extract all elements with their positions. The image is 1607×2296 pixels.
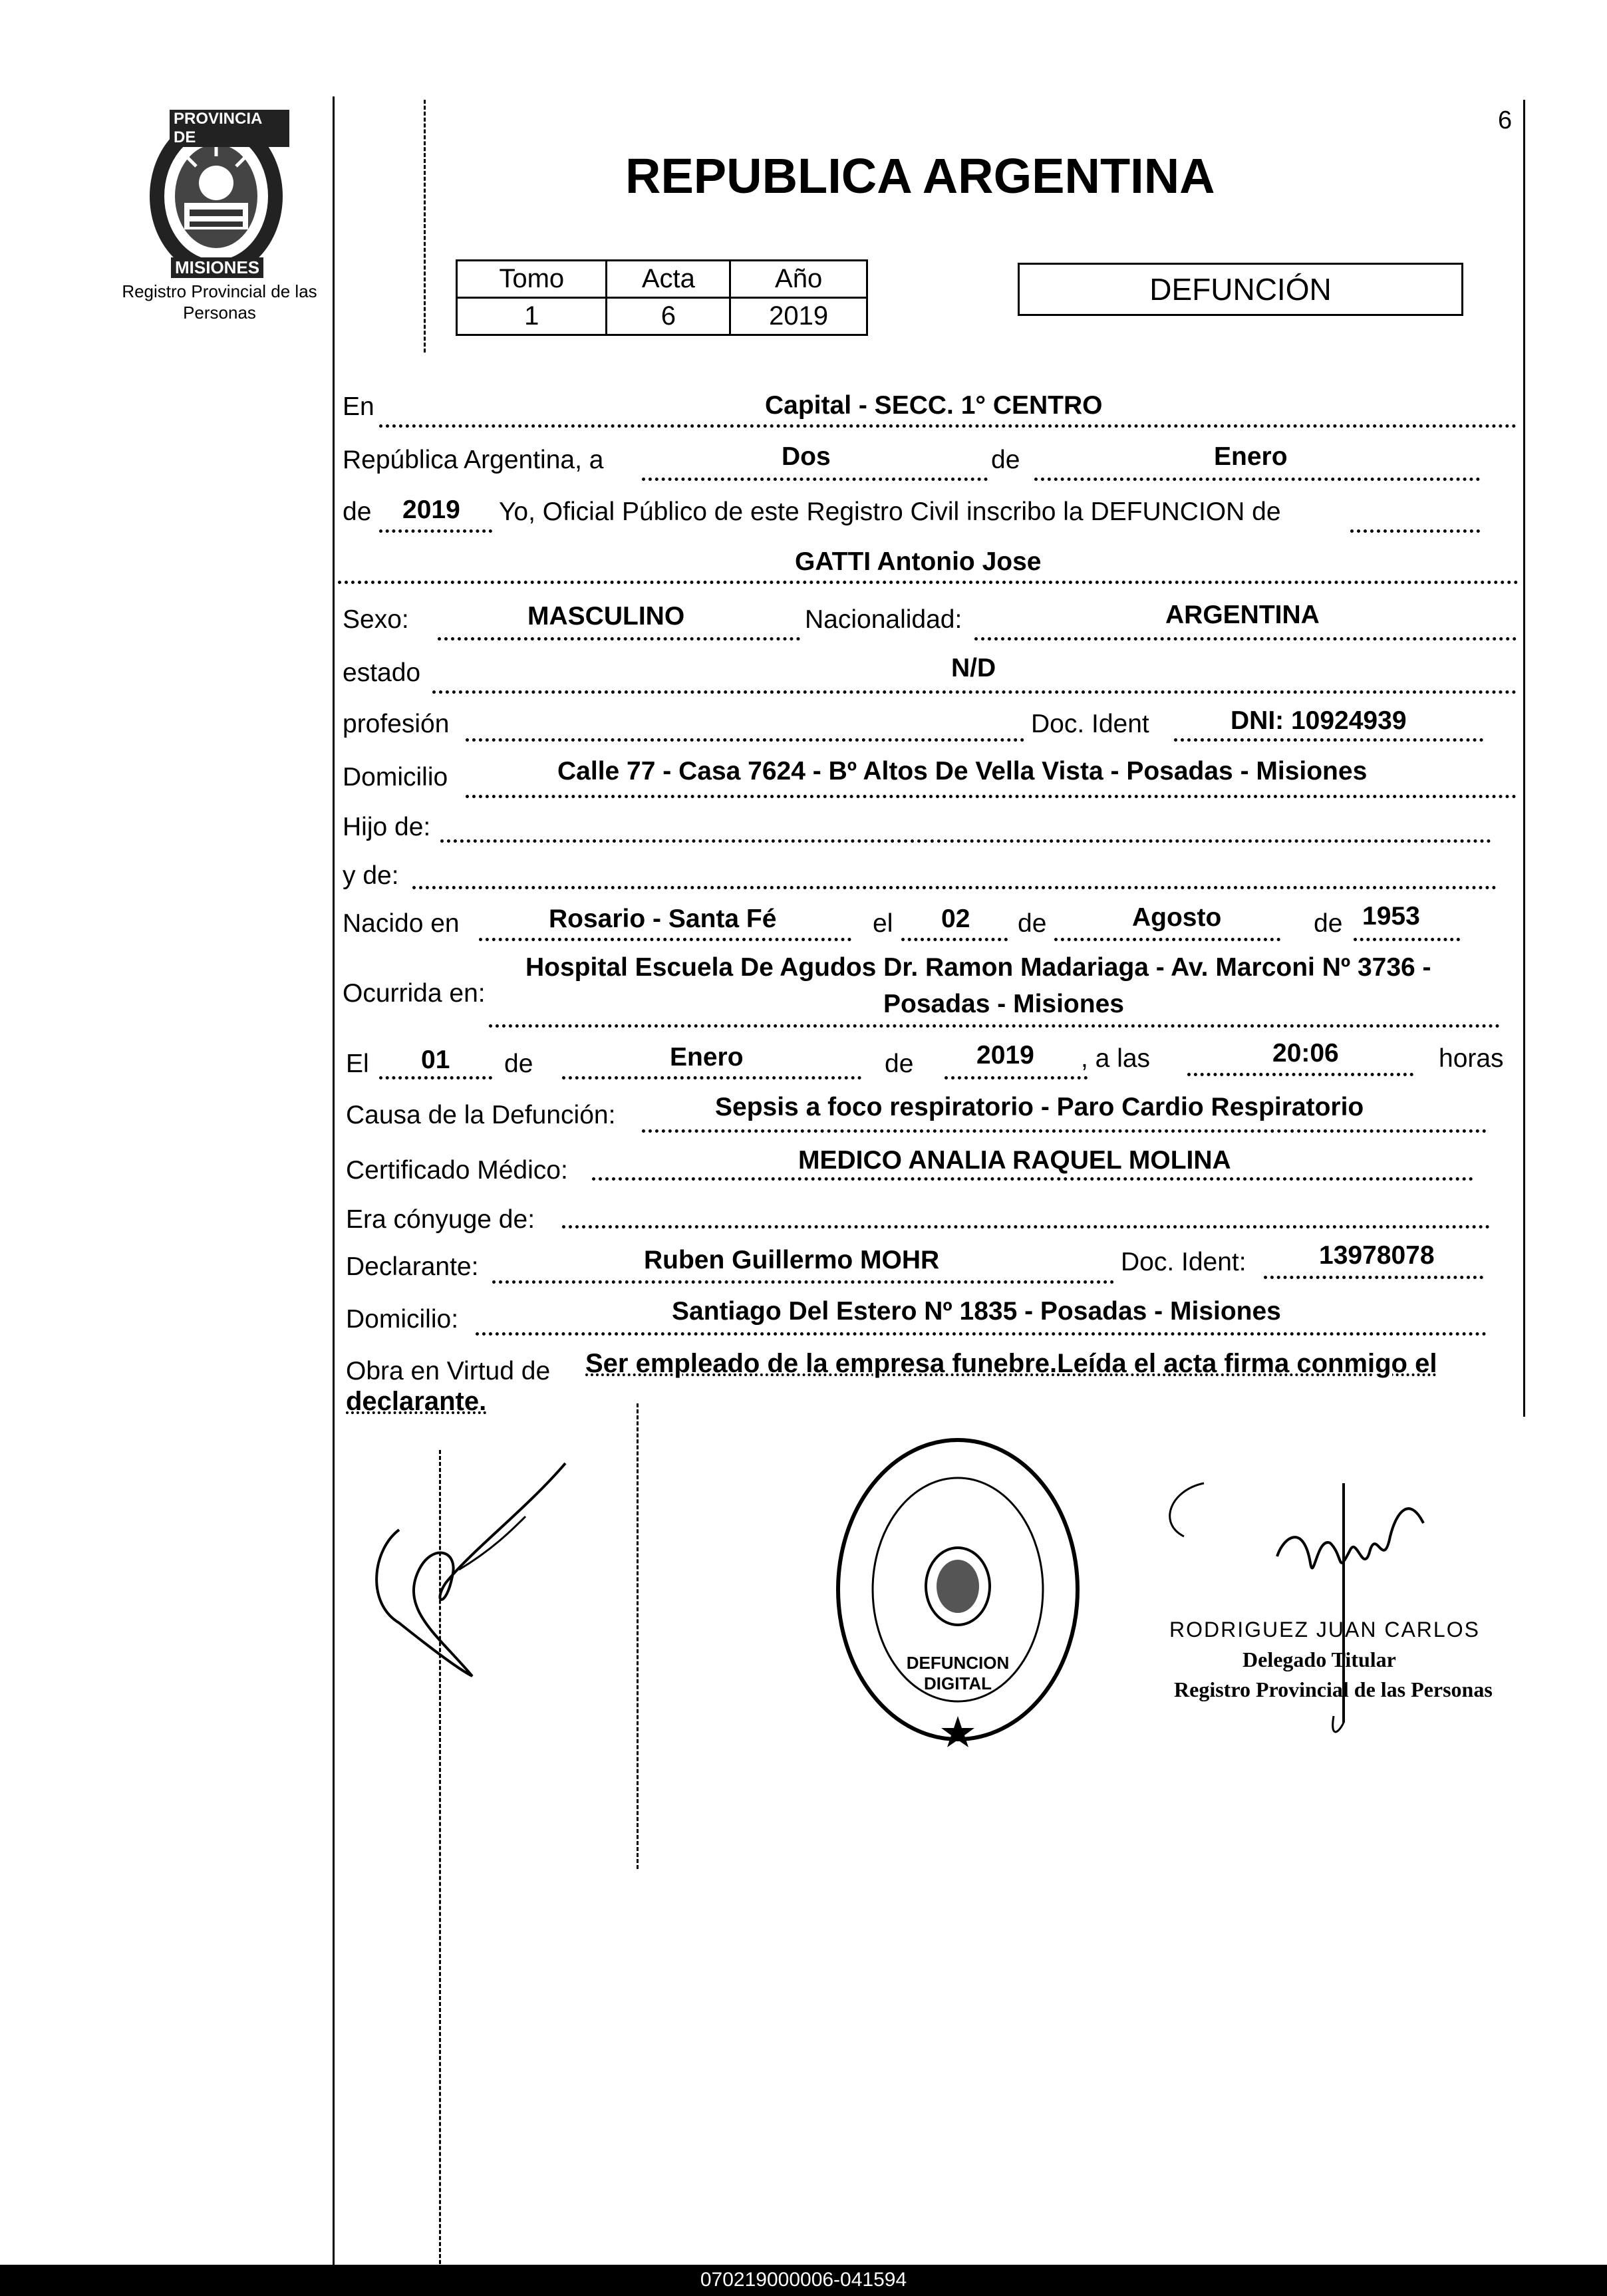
decl-doc-value: 13978078 [1319, 1241, 1435, 1270]
causa-label: Causa de la Defunción: [346, 1101, 616, 1129]
y-de-line [412, 886, 1497, 889]
hijo-label: Hijo de: [343, 813, 431, 841]
deceased-name: GATTI Antonio Jose [795, 547, 1042, 576]
nacionalidad-value: ARGENTINA [1165, 601, 1320, 629]
doc-ident-value: DNI: 10924939 [1231, 706, 1407, 735]
declarant-signature [359, 1450, 599, 1689]
estado-value: N/D [951, 654, 996, 682]
nacido-dia: 02 [941, 905, 970, 933]
de-label-1: de [991, 446, 1020, 474]
org-name: Registro Provincial de las Personas [122, 281, 317, 323]
decl-domicilio-label: Domicilio: [346, 1305, 459, 1334]
table-header-anio: Año [730, 261, 867, 298]
fallec-mes-line [562, 1076, 861, 1079]
nacido-de-2: de [1314, 909, 1343, 938]
nacido-mes: Agosto [1132, 903, 1222, 932]
official-stamp [825, 1430, 1091, 1749]
right-margin-line [1523, 100, 1525, 1417]
barcode-text: 070219000006-041594 [700, 2269, 907, 2291]
certificado-label: Certificado Médico: [346, 1156, 568, 1185]
left-margin-line [333, 96, 335, 2281]
doc-ident-line [1174, 738, 1483, 742]
en-value: Capital - SECC. 1° CENTRO [765, 391, 1103, 420]
day-value: Dos [782, 442, 831, 471]
nacido-el-label: el [873, 909, 893, 938]
nacido-anio-line [1354, 938, 1460, 941]
conyuge-line [562, 1225, 1490, 1228]
profesion-label: profesión [343, 710, 450, 738]
year-prefix: de [343, 498, 372, 526]
logo-text-bottom: MISIONES [171, 257, 263, 278]
causa-value: Sepsis a foco respiratorio - Paro Cardio Respiratorio [715, 1093, 1364, 1121]
causa-line [642, 1129, 1487, 1133]
obra-value-line-1: Ser empleado de la empresa funebre.Leída el acta firma conmigo el [585, 1349, 1437, 1378]
en-line [379, 424, 1517, 428]
profesion-line [466, 738, 1024, 742]
sexo-value: MASCULINO [527, 602, 685, 631]
nacionalidad-label: Nacionalidad: [805, 605, 962, 634]
document-type-label: DEFUNCIÓN [1149, 272, 1332, 307]
fallec-hora-line [1187, 1073, 1413, 1076]
officer-name: RODRIGUEZ JUAN CARLOS [1169, 1618, 1480, 1642]
decl-doc-line [1264, 1276, 1483, 1279]
obra-label: Obra en Virtud de [346, 1357, 551, 1385]
conyuge-label: Era cónyuge de: [346, 1205, 535, 1234]
doc-ident-label: Doc. Ident [1031, 710, 1149, 738]
officer-role: Delegado Titular [1242, 1648, 1396, 1671]
page-title: REPUBLICA ARGENTINA [625, 148, 1215, 204]
decl-domicilio-line [476, 1332, 1487, 1336]
statement-text: Yo, Oficial Público de este Registro Civil inscribo la DEFUNCION de [499, 498, 1281, 526]
ocurrida-label: Ocurrida en: [343, 979, 486, 1008]
nacionalidad-line [974, 637, 1517, 641]
fallec-anio: 2019 [976, 1041, 1034, 1070]
fallec-dia-line [379, 1076, 492, 1079]
year-value: 2019 [402, 496, 460, 524]
month-value: Enero [1214, 442, 1288, 471]
page-number: 6 [1498, 106, 1513, 134]
estado-line [432, 690, 1517, 694]
fallec-dia: 01 [421, 1046, 450, 1074]
domicilio-label: Domicilio [343, 763, 448, 791]
sexo-label: Sexo: [343, 605, 409, 634]
table-cell-tomo: 1 [457, 298, 607, 335]
table-header-acta: Acta [607, 261, 730, 298]
document-type-box [1018, 263, 1463, 316]
statement-tail-line [1350, 529, 1480, 533]
coat-of-arms-logo [143, 110, 289, 283]
domicilio-line [466, 795, 1517, 798]
decl-doc-label: Doc. Ident: [1121, 1248, 1246, 1276]
table-cell-acta: 6 [607, 298, 730, 335]
fallec-anio-line [945, 1076, 1088, 1079]
a-las-label: , a las [1081, 1044, 1151, 1073]
nacido-mes-line [1054, 938, 1280, 941]
ocurrida-line-2: Posadas - Misiones [883, 990, 1124, 1018]
hijo-line [440, 839, 1491, 843]
officer-signature-scribble [1144, 1470, 1503, 1749]
fallec-el-label: El [346, 1050, 369, 1078]
nacido-label: Nacido en [343, 909, 460, 938]
tomo-acta-anio-table [456, 259, 868, 336]
estado-label: estado [343, 658, 421, 687]
ocurrida-underline [489, 1024, 1500, 1028]
republica-label: República Argentina, a [343, 446, 604, 474]
year-line [379, 529, 492, 533]
nacido-lugar-line-2 [479, 938, 851, 941]
deceased-name-line [338, 581, 1519, 584]
table-header-tomo: Tomo [457, 261, 607, 298]
certificado-value: MEDICO ANALIA RAQUEL MOLINA [798, 1146, 1231, 1175]
dashed-guide-line-mid [637, 1403, 639, 1869]
sexo-line [438, 637, 800, 641]
fallec-hora: 20:06 [1272, 1039, 1339, 1068]
nacido-de-1: de [1018, 909, 1047, 938]
horas-label: horas [1439, 1044, 1504, 1073]
declarante-value: Ruben Guillermo MOHR [644, 1246, 940, 1274]
certificado-line [592, 1177, 1473, 1181]
month-line [1034, 478, 1480, 481]
nacido-anio: 1953 [1362, 902, 1420, 931]
officer-org: Registro Provincial de las Personas [1174, 1677, 1493, 1701]
nacido-dia-line [901, 938, 1008, 941]
decl-domicilio-value: Santiago Del Estero Nº 1835 - Posadas - Misiones [672, 1297, 1281, 1326]
stamp-inner-text: DEFUNCION DIGITAL [906, 1653, 1010, 1693]
dashed-guide-line [424, 100, 426, 353]
day-line [642, 478, 988, 481]
logo-text-top: PROVINCIA DE [170, 110, 289, 147]
fallec-de-1: de [504, 1050, 533, 1078]
footer-barcode-strip [0, 2265, 1607, 2296]
domicilio-value: Calle 77 - Casa 7624 - Bº Altos De Vella Vista - Posadas - Misiones [557, 757, 1368, 786]
obra-value-line-2: declarante. [346, 1387, 487, 1416]
declarante-label: Declarante: [346, 1252, 479, 1281]
table-cell-anio: 2019 [730, 298, 867, 335]
y-de-label: y de: [343, 861, 399, 890]
nacido-lugar: Rosario - Santa Fé [549, 905, 777, 933]
declarante-line [492, 1280, 1114, 1284]
en-label: En [343, 392, 374, 421]
fallec-mes: Enero [670, 1043, 744, 1072]
fallec-de-2: de [885, 1050, 914, 1078]
ocurrida-line-1: Hospital Escuela De Agudos Dr. Ramon Madariaga - Av. Marconi Nº 3736 - [525, 953, 1431, 982]
